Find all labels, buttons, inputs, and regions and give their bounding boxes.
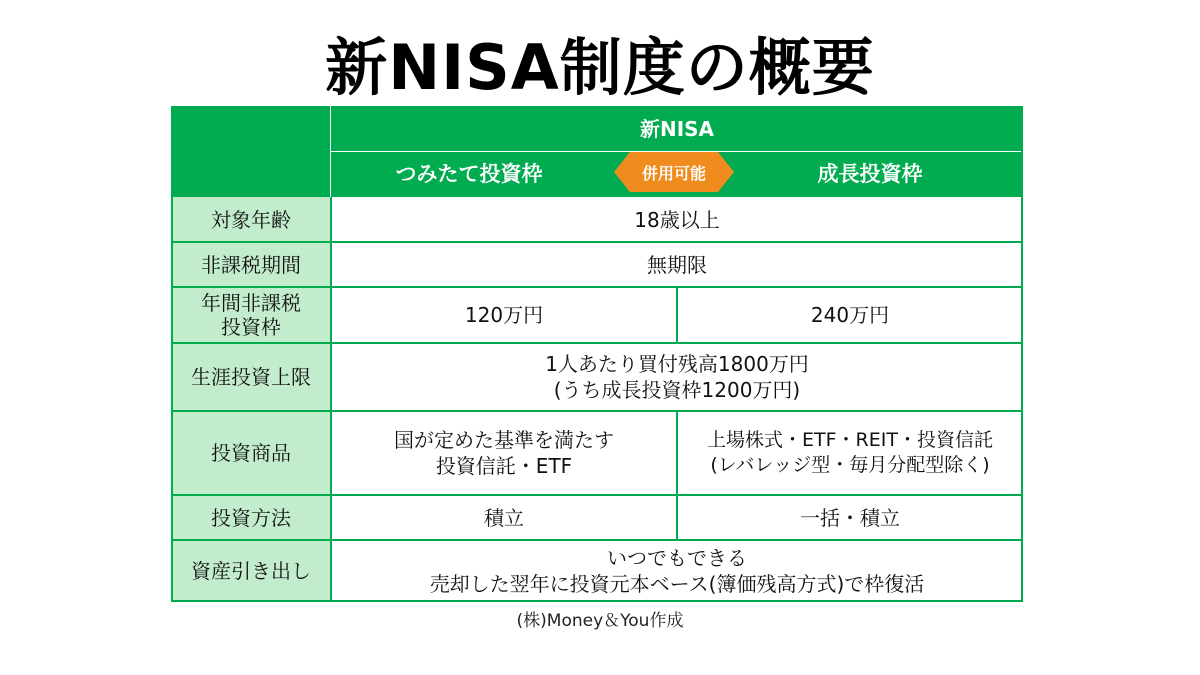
header-divider-v — [330, 106, 331, 197]
row-label-age: 対象年齢 — [171, 197, 331, 242]
grid-line — [171, 494, 1023, 496]
grid-line — [171, 241, 1023, 243]
grid-line — [676, 411, 678, 540]
row-label-withdrawal: 資産引き出し — [171, 540, 331, 602]
page-title: 新NISA制度の概要 — [325, 31, 875, 104]
badge-concurrent — [614, 152, 734, 192]
grid-line — [171, 286, 1023, 288]
row-value-withdrawal — [331, 540, 1023, 602]
row-value-method-tsumitate: 積立 — [331, 495, 677, 540]
grid-line — [171, 600, 1023, 602]
row-label-annual-line2: 投資枠 — [221, 315, 281, 339]
row-value-products-tsumitate-line2: 投資信託・ETF — [435, 454, 573, 478]
row-label-products: 投資商品 — [171, 411, 331, 495]
badge-label: 併用可能 — [641, 163, 706, 183]
header-corner — [171, 106, 331, 197]
row-value-withdrawal-line1: いつでもできる — [607, 546, 747, 570]
grid-line — [171, 539, 1023, 541]
credit-text: (株)Money＆You作成 — [516, 611, 684, 631]
row-value-products-seicho-line1: 上場株式・ETF・REIT・投資信託 — [707, 429, 993, 452]
row-label-period: 非課税期間 — [171, 242, 331, 287]
row-value-method-seicho: 一括・積立 — [677, 495, 1023, 540]
row-value-products-seicho — [677, 411, 1023, 495]
row-value-period: 無期限 — [331, 242, 1023, 287]
header-seicho: 成長投資枠 — [677, 152, 1023, 197]
row-value-products-tsumitate-line1: 国が定めた基準を満たす — [394, 428, 614, 452]
grid-line — [171, 342, 1023, 344]
row-value-age: 18歳以上 — [331, 197, 1023, 242]
row-value-lifetime — [331, 343, 1023, 411]
row-value-annual-tsumitate: 120万円 — [331, 287, 677, 343]
grid-line — [1021, 106, 1023, 602]
row-value-lifetime-line1: 1人あたり買付残高1800万円 — [545, 352, 809, 376]
row-value-lifetime-line2: (うち成長投資枠1200万円) — [553, 378, 801, 402]
row-value-products-tsumitate — [331, 411, 677, 495]
header-scheme: 新NISA — [331, 106, 1023, 152]
row-value-annual-seicho: 240万円 — [677, 287, 1023, 343]
row-value-products-seicho-line2: (レバレッジ型・毎月分配型除く) — [710, 454, 990, 476]
header-tsumitate: つみたて投資枠 — [331, 152, 677, 197]
grid-line — [676, 287, 678, 343]
row-label-annual-line1: 年間非課税 — [201, 291, 301, 315]
row-label-method: 投資方法 — [171, 495, 331, 540]
row-label-annual — [171, 287, 331, 343]
grid-line — [171, 410, 1023, 412]
grid-line — [330, 197, 332, 602]
row-label-lifetime: 生涯投資上限 — [171, 343, 331, 411]
grid-line — [171, 106, 173, 602]
row-value-withdrawal-line2: 売却した翌年に投資元本ベース(簿価残高方式)で枠復活 — [429, 572, 925, 596]
